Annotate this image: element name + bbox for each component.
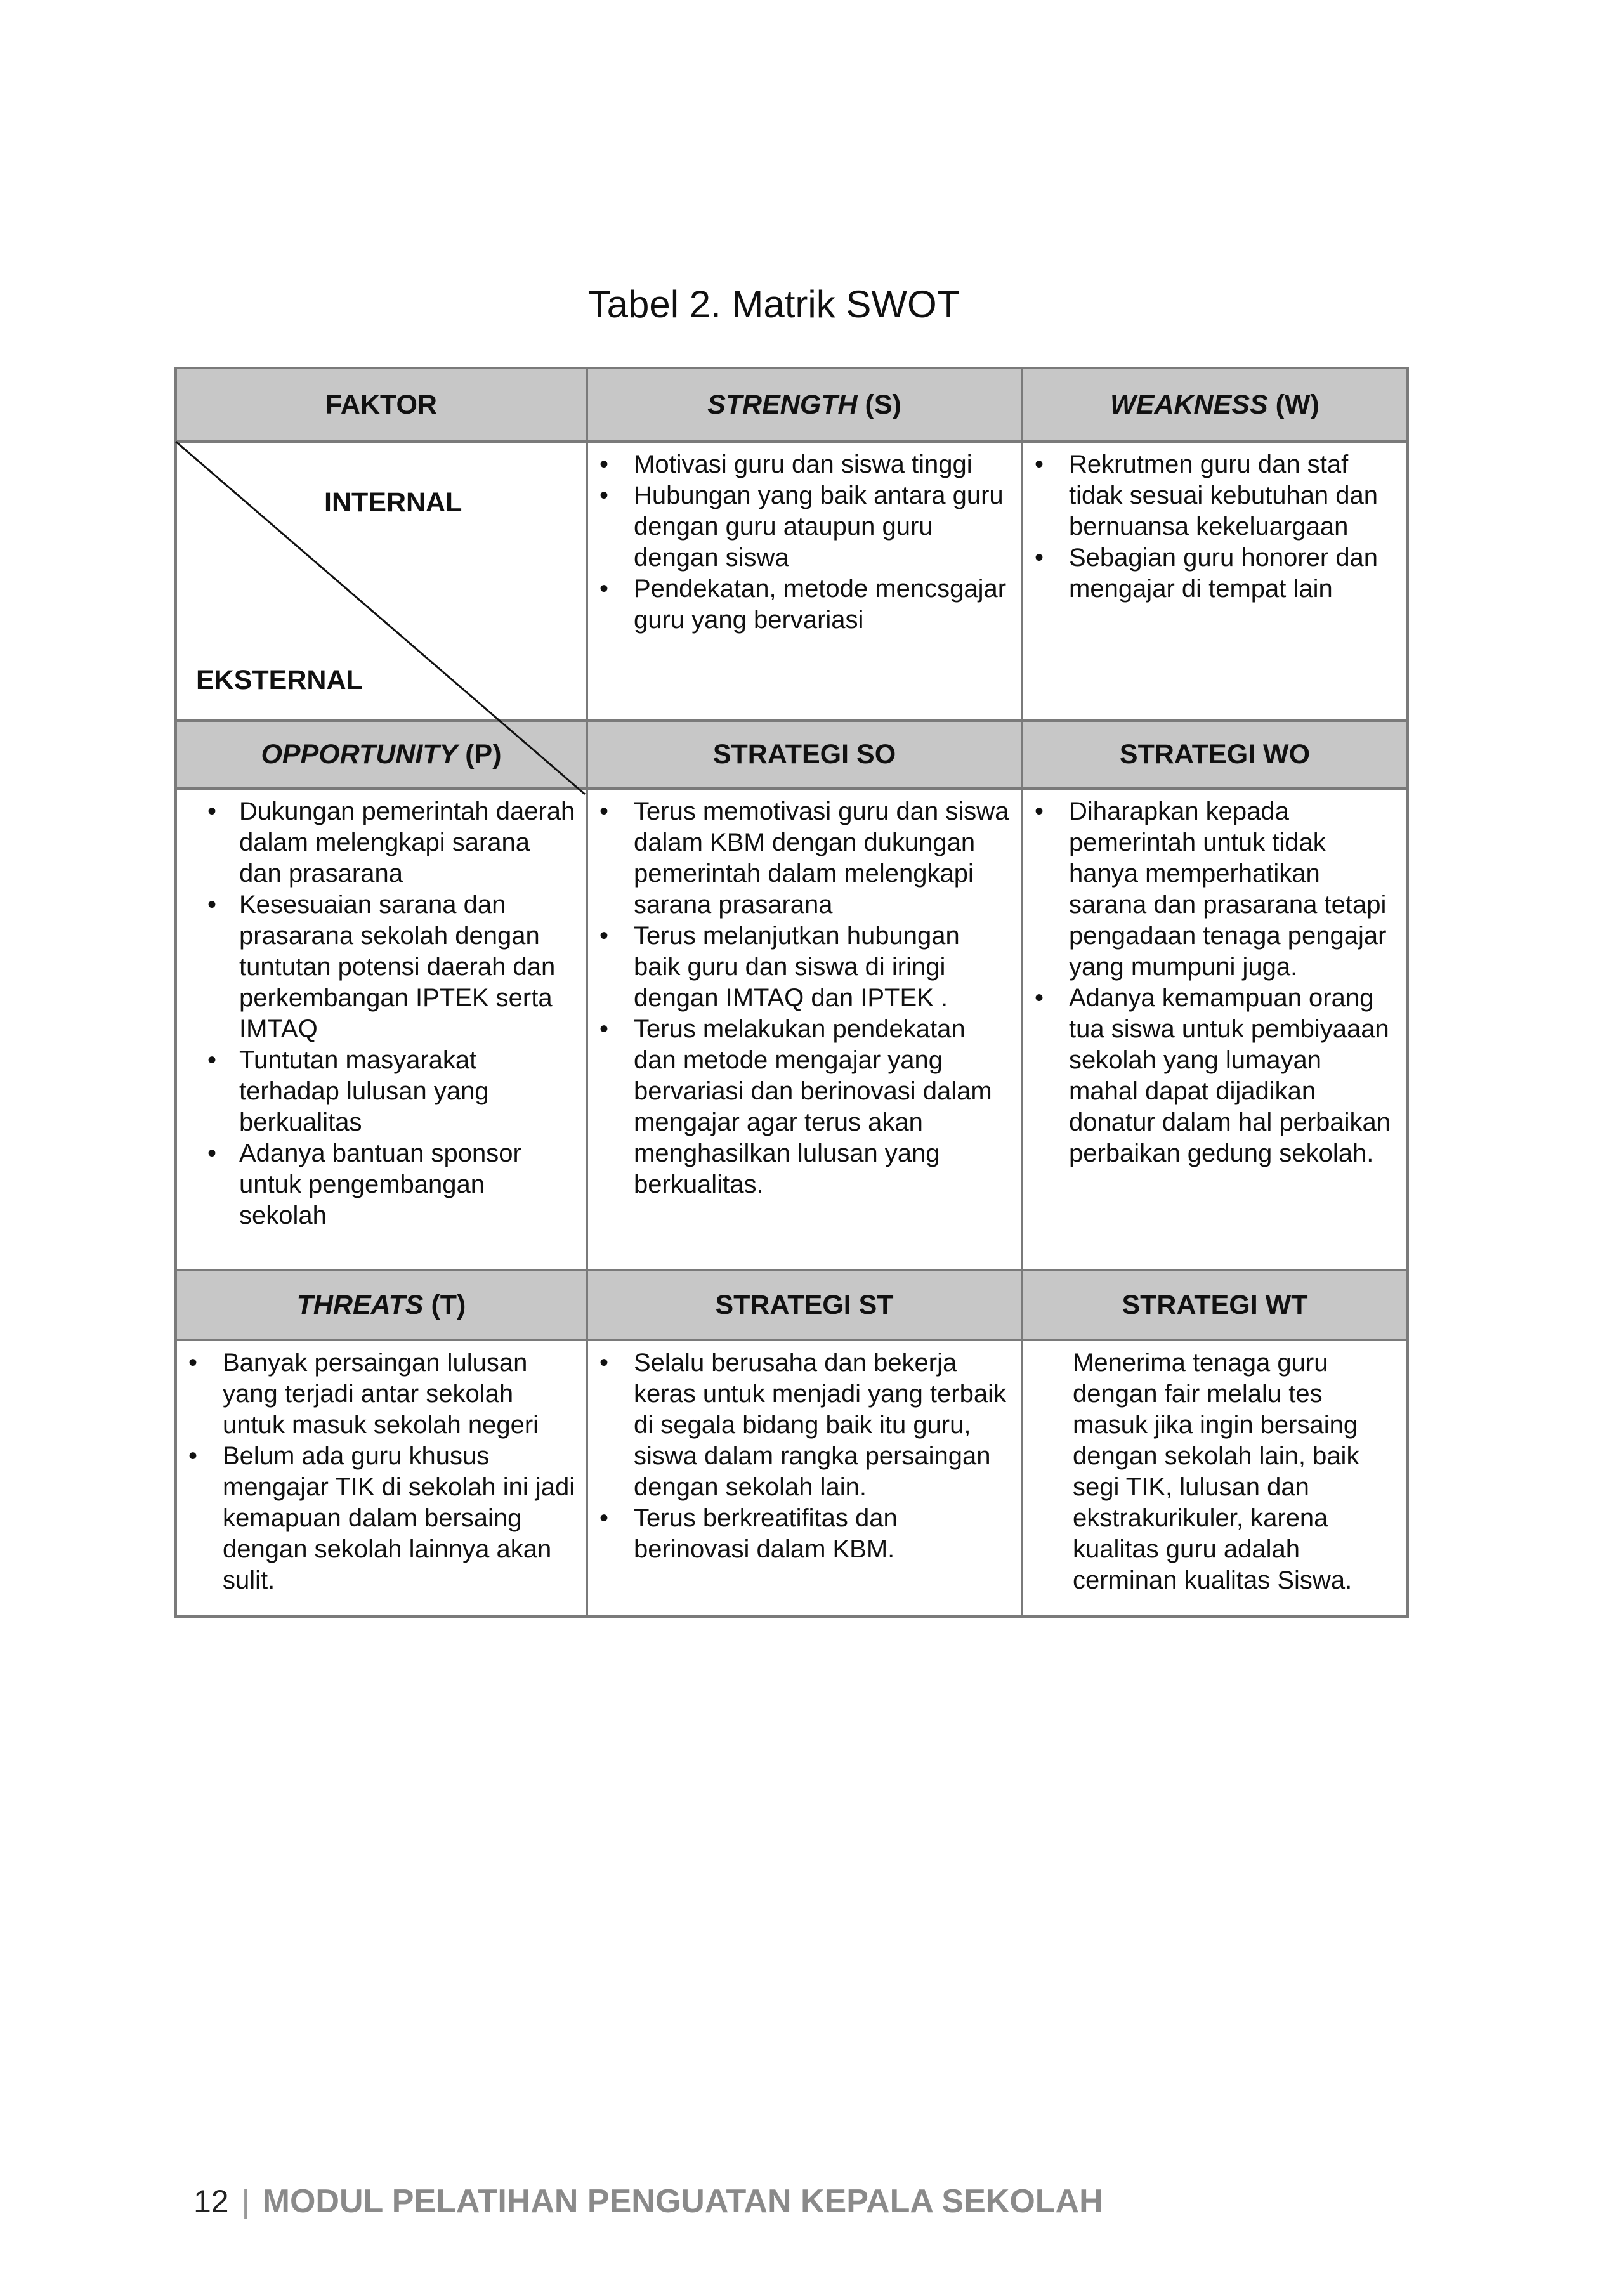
eksternal-label: EKSTERNAL [196, 665, 363, 695]
faktor-header [176, 368, 587, 442]
weakness-label: WEAKNESS [1110, 389, 1268, 420]
threats-label: THREATS [296, 1289, 424, 1320]
list-item: • Hubungan yang baik antara guru dengan guru ataupun guru dengan siswa [588, 480, 1012, 574]
list-item: • Terus melakukan pendekatan dan metode mengajar yang bervariasi dan berinovasi dalam mengajar agar terus akan menghasilkan lulusan yang berkualitas. [588, 1014, 1012, 1200]
strategi-wt-header: STRATEGI WT [1022, 1270, 1408, 1340]
list-item: • Rekrutmen guru dan staf tidak sesuai kebutuhan dan bernuansa kekeluargaan [1023, 449, 1398, 542]
threats-list [177, 1341, 586, 1596]
strategi-st-list [588, 1341, 1021, 1565]
module-title: MODUL PELATIHAN PENGUATAN KEPALA SEKOLAH [262, 2183, 1103, 2220]
strength-code: (S) [857, 389, 901, 420]
weakness-code: (W) [1267, 389, 1320, 420]
strength-list [588, 443, 1021, 636]
threats-code: (T) [423, 1289, 466, 1320]
opportunity-code: (P) [457, 739, 502, 770]
strategi-so-header: STRATEGI SO [587, 721, 1022, 789]
weakness-list [1023, 443, 1406, 605]
strength-header [587, 368, 1022, 442]
list-item: • Terus melanjutkan hubungan baik guru dan siswa di iringi dengan IMTAQ dan IPTEK . [588, 921, 1012, 1014]
threats-cell [176, 1340, 587, 1616]
weakness-cell [1022, 442, 1408, 721]
table-caption: Tabel 2. Matrik SWOT [587, 283, 960, 325]
footer-separator: | [241, 2184, 250, 2219]
list-item: • Pendekatan, metode mencsgajar guru yang bervariasi [588, 574, 1012, 636]
list-item: • Motivasi guru dan siswa tinggi [588, 449, 1012, 480]
strategi-st-header: STRATEGI ST [587, 1270, 1022, 1340]
strategi-so-list [588, 790, 1021, 1200]
list-item: • Terus memotivasi guru dan siswa dalam KBM dengan dukungan pemerintah dalam melengkapi sarana prasarana [588, 796, 1012, 921]
header-row [176, 368, 1408, 442]
strategi-so-cell [587, 789, 1022, 1270]
page-number: 12 [193, 2184, 229, 2219]
threats-header-row [176, 1270, 1408, 1340]
list-item: • Adanya kemampuan orang tua siswa untuk pembiyaaan sekolah yang lumayan mahal dapat dijadikan donatur dalam hal perbaikan perbaikan gedung sekolah. [1023, 983, 1398, 1169]
opportunity-cell [176, 789, 587, 1270]
diagonal-corner-cell [176, 442, 587, 721]
list-item: • Sebagian guru honorer dan mengajar di tempat lain [1023, 542, 1398, 605]
weakness-header [1022, 368, 1408, 442]
opportunity-label: OPPORTUNITY [261, 739, 458, 770]
strategi-wt-cell [1022, 1340, 1408, 1616]
strategi-wo-header: STRATEGI WO [1022, 721, 1408, 789]
list-item: • Diharapkan kepada pemerintah untuk tidak hanya memperhatikan sarana dan prasarana tetapi pengadaan tenaga pengajar yang mumpuni juga. [1023, 796, 1398, 983]
internal-factors-row [176, 442, 1408, 721]
opportunity-list [177, 790, 586, 1231]
strategi-st-cell [587, 1340, 1022, 1616]
list-item: • Adanya bantuan sponsor untuk pengembangan sekolah [177, 1138, 577, 1231]
strategi-wt-text: Menerima tenaga guru dengan fair melalu tes masuk jika ingin bersaing dengan sekolah lain, baik segi TIK, lulusan dan ekstrakurikuler, karena kualitas guru adalah cerminan kualitas Siswa. [1073, 1349, 1359, 1594]
strength-label: STRENGTH [707, 389, 858, 420]
list-item: • Banyak persaingan lulusan yang terjadi antar sekolah untuk masuk sekolah negeri [177, 1347, 577, 1441]
strategi-wo-list [1023, 790, 1406, 1169]
swot-matrix-table [174, 367, 1409, 1618]
opportunity-row [176, 789, 1408, 1270]
list-item: • Dukungan pemerintah daerah dalam melengkapi sarana dan prasarana [177, 796, 577, 889]
list-item: • Selalu berusaha dan bekerja keras untuk menjadi yang terbaik di segala bidang baik itu guru, siswa dalam rangka persaingan dengan sekolah lain. [588, 1347, 1012, 1503]
internal-label: INTERNAL [324, 487, 462, 518]
page-footer [193, 2182, 1103, 2220]
list-item: • Tuntutan masyarakat terhadap lulusan yang berkualitas [177, 1045, 577, 1138]
list-item: • Kesesuaian sarana dan prasarana sekolah dengan tuntutan potensi daerah dan perkembangan IPTEK serta IMTAQ [177, 889, 577, 1045]
strength-cell [587, 442, 1022, 721]
list-item: • Terus berkreatifitas dan berinovasi dalam KBM. [588, 1503, 1012, 1565]
threats-header [176, 1270, 587, 1340]
faktor-label: FAKTOR [325, 389, 437, 420]
strategi-wo-cell [1022, 789, 1408, 1270]
threats-row [176, 1340, 1408, 1616]
list-item: • Belum ada guru khusus mengajar TIK di sekolah ini jadi kemapuan dalam bersaing dengan sekolah lainnya akan sulit. [177, 1441, 577, 1596]
